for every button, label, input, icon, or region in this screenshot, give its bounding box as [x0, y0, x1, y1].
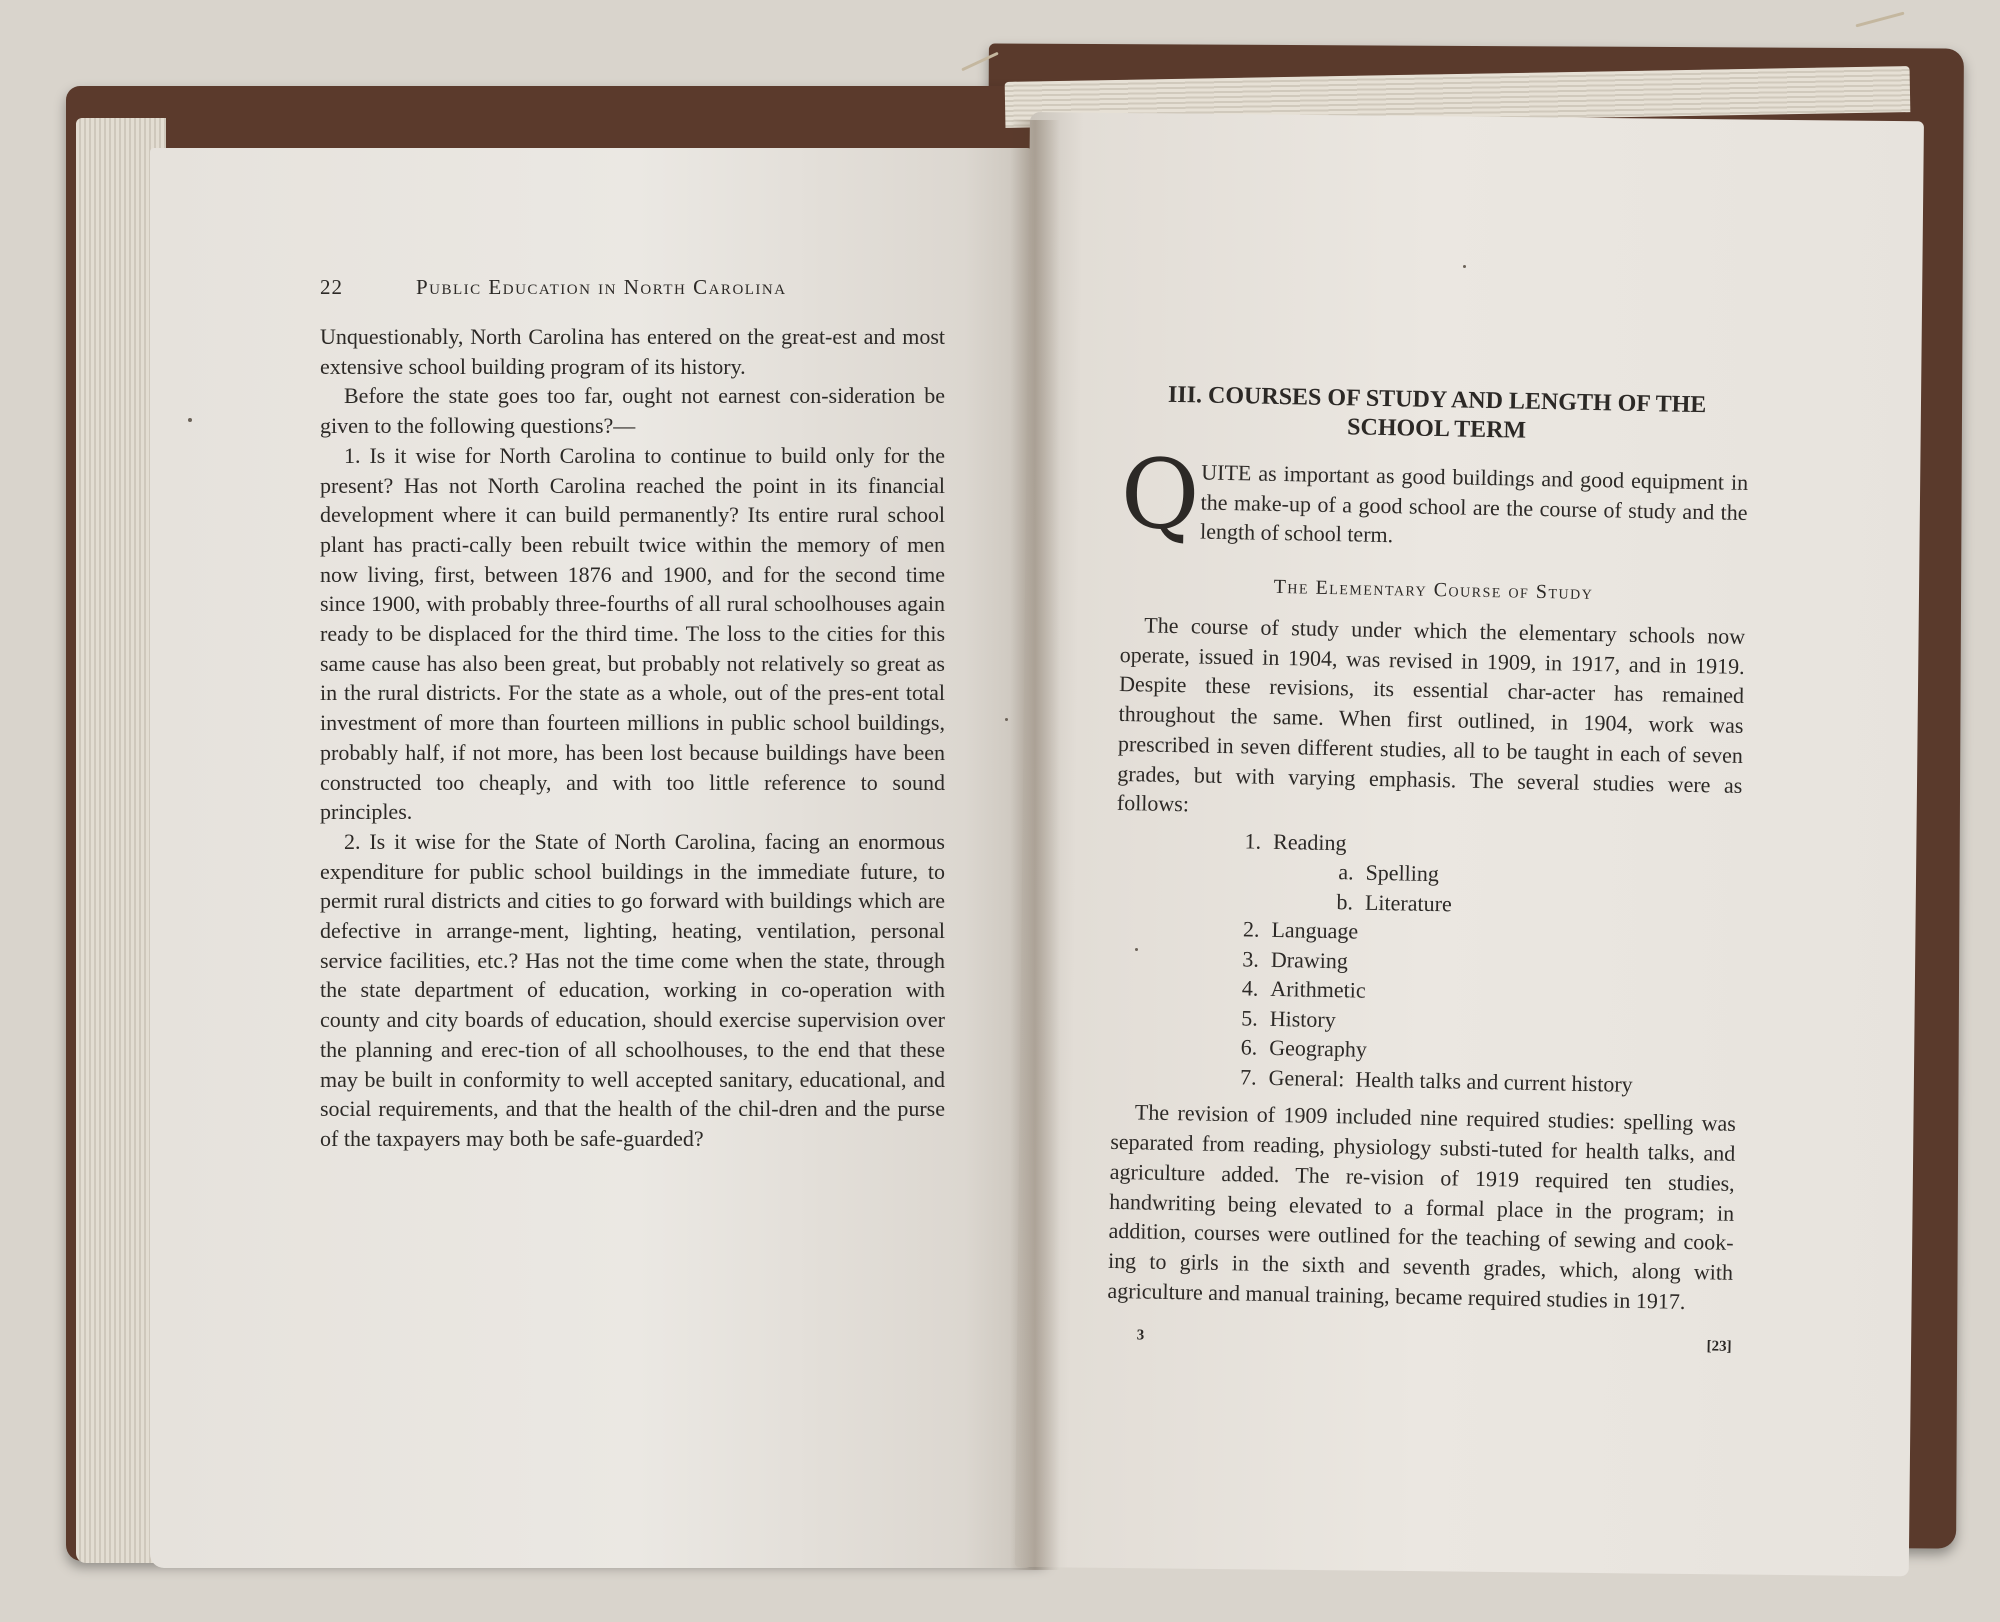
gutter-shadow — [1010, 120, 1060, 1570]
list-number: a. — [1338, 859, 1354, 885]
signature-mark: 3 — [1136, 1327, 1145, 1344]
list-label: Spelling — [1365, 860, 1440, 887]
right-page-number: [23] — [1706, 1338, 1732, 1356]
list-label: Literature — [1364, 889, 1452, 917]
chapter-title-line2: SCHOOL TERM — [1346, 414, 1527, 444]
right-page-text — [1106, 380, 1749, 1356]
intro-block — [1119, 437, 1749, 563]
list-number: 1. — [1244, 828, 1262, 854]
left-page-text — [320, 275, 945, 1154]
left-page-number: 22 — [320, 275, 343, 299]
paper-speck — [1463, 265, 1466, 268]
list-number: b. — [1336, 889, 1354, 915]
drop-cap: Q — [1119, 437, 1201, 552]
course-paragraph-1: The course of study under which the elementary schools now operate, issued in 1904, was revised in 1909, in 1917, and in 1919. Despite these revisions, its essential char-acter has remained throughout the same. When first outlined, in 1904, work was prescribed in seven different studies, all to be taught in each of seven grades, but with varying emphasis. The several studies were as follows: — [1116, 612, 1746, 817]
list-label: Geography — [1268, 1035, 1368, 1063]
paper-speck — [1005, 718, 1008, 721]
list-label: Language — [1271, 917, 1359, 944]
chapter-title — [1124, 380, 1750, 450]
list-label: History — [1269, 1005, 1337, 1033]
studies-list — [1111, 824, 1741, 1101]
list-label: Arithmetic — [1270, 976, 1366, 1004]
course-paragraph-2: The revision of 1909 included nine required studies: spelling was separated from reading, physiology substi-tuted for health talks, and agriculture added. The re-vision of 1919 required ten studies, handwriting being elevated to a formal place in the program; in addition, courses were outlined for the teaching of sewing and cook-ing to girls in the sixth and seventh grades, which, along with agriculture and manual training, became required studies in 1917. — [1107, 1099, 1737, 1314]
intro-paragraph: UITE as important as good buildings and good equipment in the make-up of a good school are the course of study and the length of school term. — [1199, 459, 1749, 548]
list-label: General: Health talks and current history — [1268, 1064, 1633, 1097]
paragraph: 1. Is it wise for North Carolina to continue to build only for the present? Has not North Carolina reached the point in its financial development where it can build permanently? Its entire rural school plant has practi-cally been rebuilt twice within the memory of men now living, first, between 1876 and 1900, and for the second time since 1900, with probably three-fourths of all rural schoolhouses again ready to be displaced for the third time. The loss to the cities for this same cause has also been great, but probably not relatively so great as in the rural districts. For the state as a whole, out of the pres-ent total investment of more than fourteen millions in public school buildings, probably half, if not more, has been lost because buildings have been constructed too cheaply, and with too little reference to sound principles. — [320, 442, 945, 825]
paragraph: 2. Is it wise for the State of North Carolina, facing an enormous expenditure for public school buildings in the immediate future, to permit rural districts and cities to go forward with buildings which are defective in arrange-ment, lighting, heating, ventilation, personal service facilities, etc.? Has not the time come when the state, through the state department of education, working in co-operation with county and city boards of education, should exercise supervision over the planning and erec-tion of all schoolhouses, to the end that these may be built in conformity to well accepted sanitary, educational, and social requirements, and that the health of the chil-dren and the purse of the taxpayers may both be safe-guarded? — [320, 828, 945, 1151]
list-label: Drawing — [1270, 946, 1349, 974]
list-label: Reading — [1272, 828, 1347, 856]
list-number: 5. — [1241, 1005, 1259, 1031]
paragraph: Unquestionably, North Carolina has entered on the great-est and most extensive school building program of its history. — [320, 324, 945, 379]
list-number: 7. — [1239, 1064, 1257, 1090]
section-heading: The Elementary Course of Study — [1273, 575, 1594, 605]
paper-speck — [188, 418, 192, 422]
running-head-title: Public Education in North Carolina — [416, 275, 787, 299]
running-head — [320, 275, 945, 300]
frayed-corner-thread — [1855, 12, 1904, 28]
list-number: 6. — [1240, 1034, 1258, 1061]
paragraph: Before the state goes too far, ought not earnest con-sideration be given to the following questions?— — [320, 383, 945, 439]
list-number: 2. — [1242, 916, 1260, 943]
list-number: 4. — [1241, 975, 1259, 1002]
list-number: 3. — [1242, 946, 1260, 972]
paper-speck — [1135, 948, 1138, 951]
chapter-title-line1: III. COURSES OF STUDY AND LENGTH OF THE — [1167, 381, 1707, 419]
